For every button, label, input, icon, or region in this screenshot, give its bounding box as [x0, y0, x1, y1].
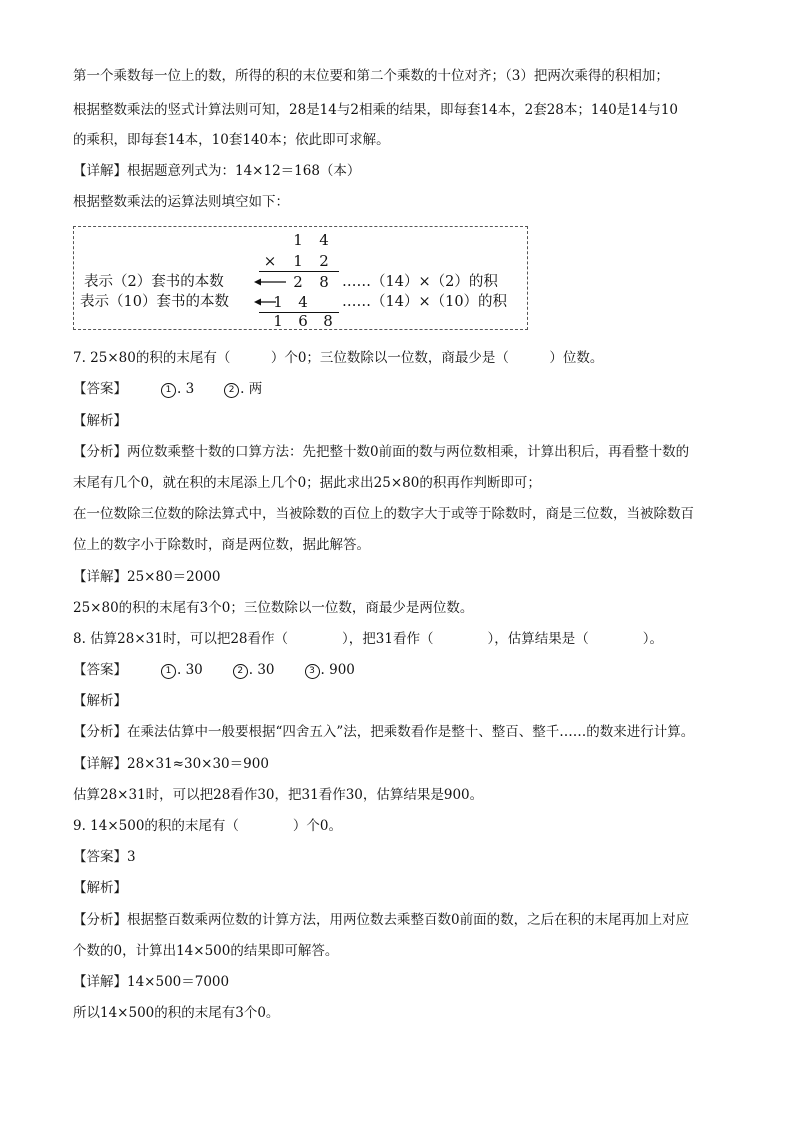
detail-tag: 【详解】	[73, 974, 127, 990]
detail-tag: 【详解】	[73, 163, 127, 179]
fenxi-tag: 【分析】	[73, 912, 127, 928]
answer-1: . 3	[177, 381, 195, 397]
fenxi-tag: 【分析】	[73, 444, 127, 460]
intro-line-1: 第一个乘数每一位上的数，所得的积的末位要和第二个乘数的十位对齐；（3）把两次乘得的积相加；	[73, 68, 669, 84]
q7-answer-line	[73, 380, 262, 398]
multiplication-diagram	[73, 226, 528, 330]
detail-tag: 【详解】	[73, 756, 127, 772]
detail-text: 28×31≈30×30＝900	[127, 756, 269, 772]
q9-conclusion: 所以14×500的积的末尾有3个0。	[73, 1005, 280, 1021]
q7-detail	[73, 568, 221, 586]
q8-conclusion: 估算28×31时，可以把28看作30，把31看作30，估算结果是900。	[73, 787, 484, 803]
digit-row3-tens: 2	[293, 273, 303, 291]
right-label-2: ……（14）×（10）的积	[342, 294, 508, 310]
q9-fenxi-2: 个数的0，计算出14×500的结果即可解答。	[73, 943, 339, 959]
q7-fenxi-3: 在一位数除三位数的除法算式中，当被除数的百位上的数字大于或等于除数时，商是三位数，当被除数百	[73, 506, 694, 522]
fenxi-text: 在乘法估算中一般要根据“四舍五入”法，把乘数看作是整十、整百、整千……的数来进行计算。	[127, 724, 695, 740]
q9-fenxi-1	[73, 911, 689, 929]
rule-line-1	[259, 271, 339, 272]
intro-line-2: 根据整数乘法的竖式计算法则可知，28是14与2相乘的结果，即每套14本，2套28本；140是14与10	[73, 102, 679, 118]
fenxi-text: 根据整百数乘两位数的计算方法，用两位数去乘整百数0前面的数，之后在积的末尾再加上对应	[127, 912, 690, 928]
arrow-left-1	[254, 277, 286, 287]
q8-analysis-tag: 【解析】	[73, 693, 127, 709]
digit-row5-ones: 8	[323, 312, 333, 330]
answer-1: . 30	[177, 662, 203, 678]
intro-line-5: 根据整数乘法的运算法则填空如下：	[73, 194, 289, 210]
answer-value: 3	[127, 849, 136, 865]
q8-fenxi-1	[73, 723, 694, 741]
digit-row5-hundreds: 1	[273, 312, 283, 330]
digit-row3-ones: 8	[319, 273, 329, 291]
digit-row2-tens: 1	[293, 252, 303, 270]
circled-number-2: 2	[233, 664, 248, 679]
fenxi-text: 两位数乘整十数的口算方法：先把整十数0前面的数与两位数相乘，计算出积后，再看整十数的	[127, 444, 690, 460]
q7-fenxi-4: 位上的数字小于除数时，商是两位数，据此解答。	[73, 537, 370, 553]
q9-answer-line	[73, 848, 136, 866]
q7-question: 7. 25×80的积的末尾有（ ）个0；三位数除以一位数，商最少是（ ）位数。	[73, 350, 604, 366]
q8-question: 8. 估算28×31时，可以把28看作（ ），把31看作（ ），估算结果是（ ）。	[73, 631, 663, 647]
q7-analysis-tag: 【解析】	[73, 413, 127, 429]
circled-number-1: 1	[161, 383, 176, 398]
q9-detail	[73, 973, 229, 991]
answer-2: . 两	[240, 381, 263, 397]
digit-row4-tens: 4	[298, 293, 308, 311]
right-label-1: ……（14）×（2）的积	[342, 274, 498, 290]
digit-row5-tens: 6	[298, 312, 308, 330]
q8-detail	[73, 755, 269, 773]
left-label-1: 表示（2）套书的本数	[84, 274, 224, 290]
q7-fenxi-1	[73, 443, 689, 461]
digit-row2-ones: 2	[319, 252, 329, 270]
q7-conclusion: 25×80的积的末尾有3个0；三位数除以一位数，商最少是两位数。	[73, 600, 474, 616]
times-sign: ×	[263, 252, 277, 270]
answer-2: . 30	[248, 662, 275, 678]
detail-tag: 【详解】	[73, 569, 127, 585]
intro-detail-line	[73, 162, 360, 180]
answer-tag: 【答案】	[73, 381, 127, 397]
detail-text: 25×80＝2000	[127, 569, 221, 585]
digit-row4-hundreds: 1	[273, 293, 283, 311]
q8-answer-line	[73, 661, 355, 679]
digit-row1-tens: 1	[293, 231, 303, 249]
answer-tag: 【答案】	[73, 662, 127, 678]
circled-number-1: 1	[161, 664, 176, 679]
fenxi-tag: 【分析】	[73, 724, 127, 740]
circled-number-3: 3	[305, 664, 320, 679]
detail-text: 根据题意列式为：14×12＝168（本）	[127, 163, 361, 179]
detail-text: 14×500＝7000	[127, 974, 230, 990]
left-label-2: 表示（10）套书的本数	[80, 294, 229, 310]
intro-line-3: 的乘积，即每套14本，10套140本；依此即可求解。	[73, 132, 390, 148]
digit-row1-ones: 4	[319, 231, 329, 249]
answer-tag: 【答案】	[73, 849, 127, 865]
answer-3: . 900	[320, 662, 355, 678]
q9-question: 9. 14×500的积的末尾有（ ）个0。	[73, 818, 343, 834]
q9-analysis-tag: 【解析】	[73, 880, 127, 896]
q7-fenxi-2: 末尾有几个0，就在积的末尾添上几个0；据此求出25×80的积再作判断即可；	[73, 475, 541, 491]
circled-number-2: 2	[224, 383, 239, 398]
